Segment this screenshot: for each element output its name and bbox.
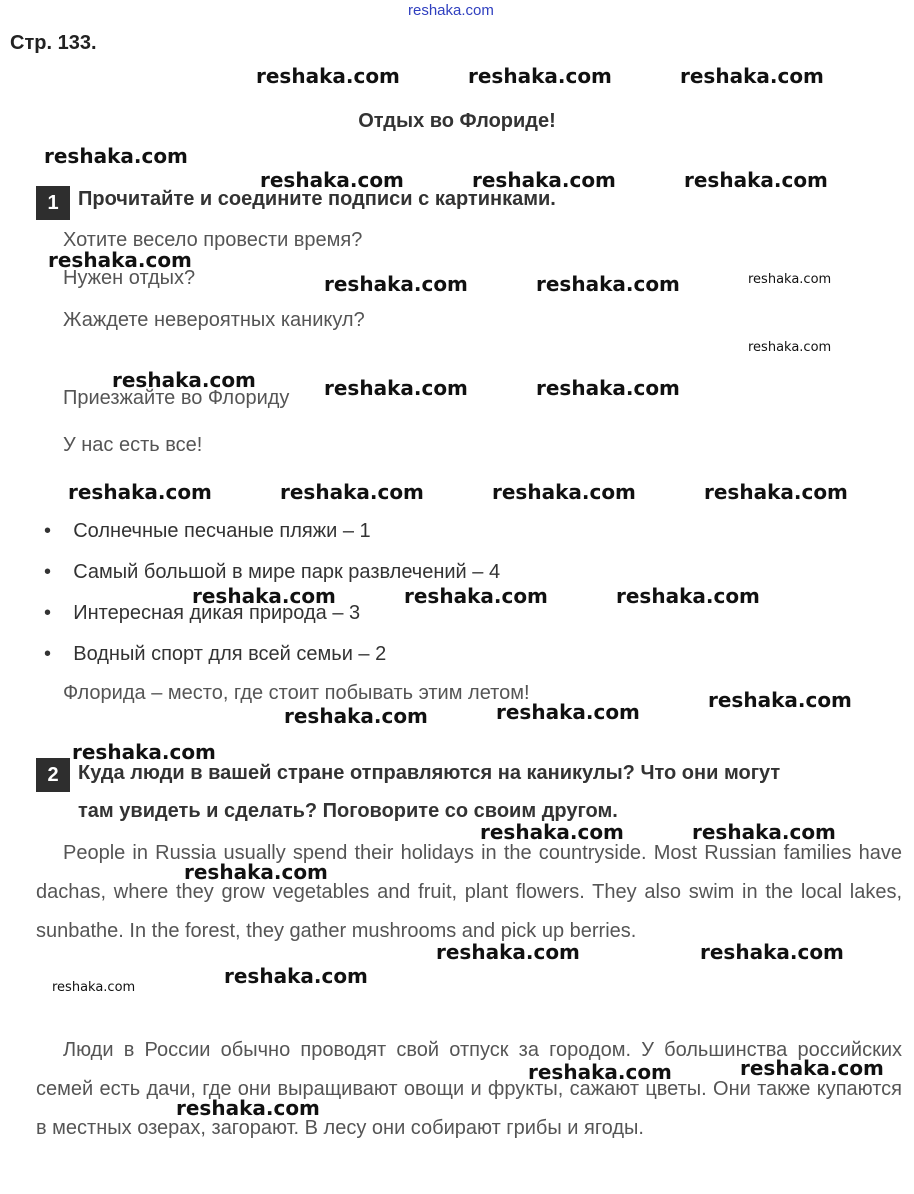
watermark: reshaka.com (680, 64, 824, 88)
ad-line-1: Хотите весело провести время? (63, 229, 363, 251)
watermark: reshaka.com (748, 272, 832, 287)
watermark: reshaka.com (704, 480, 848, 504)
watermark: reshaka.com (176, 1096, 320, 1120)
list-item: • Солнечные песчаные пляжи – 1 (44, 520, 371, 542)
page-title: Отдых во Флориде! (358, 110, 556, 132)
watermark: reshaka.com (224, 964, 368, 988)
watermark: reshaka.com (324, 272, 468, 296)
watermark: reshaka.com (436, 940, 580, 964)
watermark: reshaka.com (280, 480, 424, 504)
task-2-heading-line2: там увидеть и сделать? Поговорите со своим другом. (78, 800, 618, 822)
answer-paragraph-english: People in Russia usually spend their holidays in the countryside. Most Russian families have dachas, where they grow vegetables and fruit, plant flowers. They also swim in the local lakes, sunbathe. In the forest, they gather mushrooms and pick up berries. (36, 842, 902, 942)
list-item: • Самый большой в мире парк развлечений – 4 (44, 561, 501, 583)
watermark: reshaka.com (708, 688, 852, 712)
watermark: reshaka.com (480, 820, 624, 844)
watermark: reshaka.com (284, 704, 428, 728)
watermark: reshaka.com (72, 740, 216, 764)
watermark: reshaka.com (260, 168, 404, 192)
watermark: reshaka.com (496, 700, 640, 724)
watermark: reshaka.com (692, 820, 836, 844)
watermark: reshaka.com (748, 340, 832, 355)
watermark: reshaka.com (48, 248, 192, 272)
ad-line-4: Приезжайте во Флориду (63, 387, 290, 409)
watermark: reshaka.com (404, 584, 548, 608)
watermark: reshaka.com (52, 980, 136, 995)
watermark: reshaka.com (684, 168, 828, 192)
watermark: reshaka.com (192, 584, 336, 608)
watermark: reshaka.com (324, 376, 468, 400)
list-item: • Интересная дикая природа – 3 (44, 602, 361, 624)
watermark: reshaka.com (44, 144, 188, 168)
watermark: reshaka.com (536, 272, 680, 296)
task-2-heading-line1: Куда люди в вашей стране отправляются на каникулы? Что они могут (78, 762, 781, 784)
watermark: reshaka.com (740, 1056, 884, 1080)
task-1-number: 1 (36, 186, 70, 220)
watermark: reshaka.com (184, 860, 328, 884)
watermark: reshaka.com (536, 376, 680, 400)
watermark: reshaka.com (468, 64, 612, 88)
watermark: reshaka.com (528, 1060, 672, 1084)
closing-line: Флорида – место, где стоит побывать этим летом! (63, 682, 530, 704)
task-2-number: 2 (36, 758, 70, 792)
task-1-heading: Прочитайте и соедините подписи с картинками. (78, 188, 556, 210)
page-number: Стр. 133. (10, 32, 97, 54)
ad-line-3: Жаждете невероятных каникул? (63, 309, 365, 331)
watermark: reshaka.com (112, 368, 256, 392)
watermark: reshaka.com (492, 480, 636, 504)
ad-line-2: Нужен отдых? (63, 267, 196, 289)
ad-line-5: У нас есть все! (63, 434, 203, 456)
watermark: reshaka.com (256, 64, 400, 88)
watermark: reshaka.com (616, 584, 760, 608)
watermark: reshaka.com (700, 940, 844, 964)
watermark: reshaka.com (68, 480, 212, 504)
watermark: reshaka.com (472, 168, 616, 192)
answer-paragraph-russian: Люди в России обычно проводят свой отпуск за городом. У большинства российских семей есть дачи, где они выращивают овощи и фрукты, сажают цветы. Они также купаются в местных озерах, загорают. В лесу они собирают грибы и ягоды. (36, 1039, 902, 1139)
site-watermark-top: reshaka.com (408, 2, 494, 19)
list-item: • Водный спорт для всей семьи – 2 (44, 643, 387, 665)
